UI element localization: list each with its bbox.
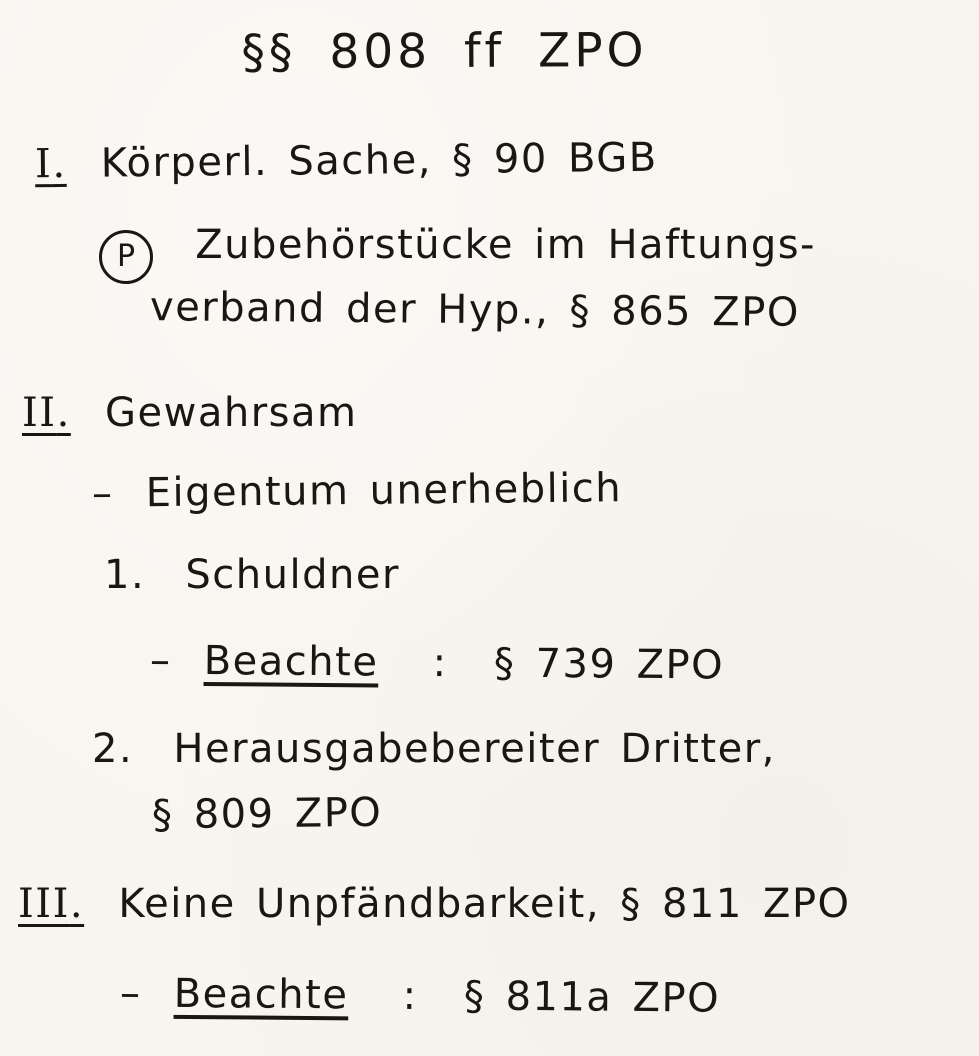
section-3-note-reference: § 811a ZPO [463, 973, 721, 1022]
item-1-note-reference: § 739 ZPO [493, 640, 725, 689]
section-1-heading-text: Körperl. Sache, § 90 BGB [100, 134, 658, 187]
section-2-heading [22, 390, 358, 436]
section-2-heading-text: Gewahrsam [105, 390, 358, 436]
item-1-heading [104, 552, 400, 598]
item-2-heading-line-1 [92, 726, 776, 772]
section-3-heading-text: Keine Unpfändbarkeit, § 811 ZPO [118, 881, 851, 927]
section-2-note [92, 465, 623, 517]
roman-numeral-3: III. [18, 881, 85, 927]
item-2-number: 2. [92, 726, 134, 772]
problem-text-line-2: verband der Hyp., § 865 ZPO [149, 284, 801, 336]
problem-text-line-1: Zubehörstücke im Haftungs- [195, 222, 816, 268]
item-2-text-line-1: Herausgabebereiter Dritter, [173, 726, 776, 772]
title-text: §§ 808 ff ZPO [241, 22, 648, 81]
section-3-note [120, 970, 721, 1021]
dash-bullet: – [119, 970, 142, 1017]
circled-p-problem-icon: P [99, 230, 153, 284]
item-1-number: 1. [104, 552, 146, 598]
item-1-text: Schuldner [185, 552, 400, 598]
section-1-heading [35, 135, 658, 188]
problem-note-line-1 [99, 222, 816, 284]
roman-numeral-1: I. [34, 140, 67, 188]
problem-note-line-2 [150, 284, 800, 336]
beachte-keyword: Beachte [173, 970, 349, 1019]
beachte-keyword: Beachte [203, 637, 379, 686]
note-title [0, 22, 889, 82]
colon-separator: : [402, 972, 418, 1019]
dash-bullet: – [91, 470, 114, 517]
item-1-note [150, 637, 725, 688]
item-2-heading-line-2 [152, 790, 383, 838]
section-3-heading [18, 881, 851, 927]
section-2-note-text: Eigentum unerheblich [145, 465, 623, 517]
roman-numeral-2: II. [22, 390, 71, 436]
item-2-text-line-2: § 809 ZPO [151, 789, 383, 839]
dash-bullet: – [149, 637, 172, 684]
colon-separator: : [432, 639, 448, 687]
